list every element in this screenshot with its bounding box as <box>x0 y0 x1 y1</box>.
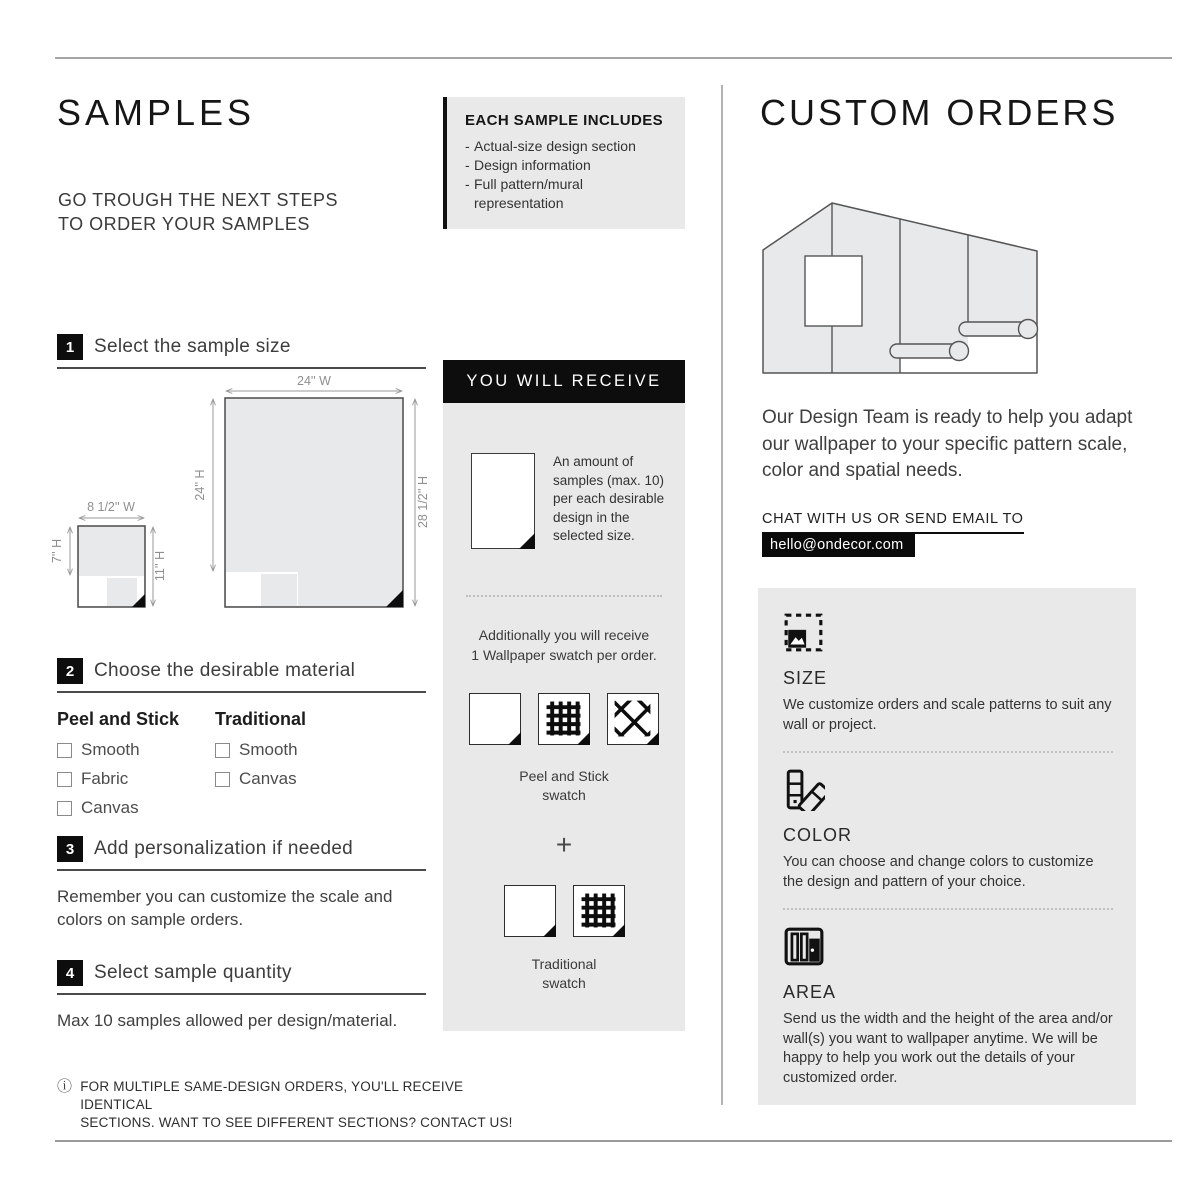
dotted-divider <box>783 908 1113 910</box>
feature-area <box>783 926 1112 1088</box>
traditional-swatch-row <box>443 885 685 937</box>
checkbox-label: Canvas <box>239 769 297 788</box>
step-1-label: Select the sample size <box>94 336 291 357</box>
includes-item: - Design information <box>465 156 675 175</box>
checkbox-label: Smooth <box>81 740 140 759</box>
checkbox-icon[interactable] <box>57 801 72 816</box>
includes-title: EACH SAMPLE INCLUDES <box>465 112 664 129</box>
footnote-line2: SECTIONS. WANT TO SEE DIFFERENT SECTIONS? CONTACT US! <box>80 1115 513 1130</box>
traditional-column <box>215 709 306 827</box>
dotted-divider <box>783 751 1113 753</box>
sample-size-diagram <box>50 374 437 620</box>
large-width-label: 24'' W <box>297 374 331 388</box>
samples-subtitle-line2: TO ORDER YOUR SAMPLES <box>58 214 310 234</box>
size-icon <box>783 612 825 654</box>
small-height-left-label: 7'' H <box>50 538 64 564</box>
checkbox-icon[interactable] <box>57 772 72 787</box>
bottom-rule <box>55 1140 1172 1142</box>
peel-and-stick-column <box>57 709 215 827</box>
top-rule <box>55 57 1172 59</box>
receive-body <box>443 403 685 1031</box>
feature-area-name: AREA <box>783 982 837 1002</box>
step-2-label: Choose the desirable material <box>94 660 356 681</box>
step-4 <box>57 960 426 1032</box>
checkbox-label: Smooth <box>239 740 298 759</box>
step-4-number-badge: 4 <box>57 960 83 986</box>
peel-swatch-row <box>443 693 685 745</box>
large-height-left-label: 24'' H <box>193 469 207 501</box>
feature-size-text: We customize orders and scale patterns to suit any wall or project. <box>783 697 1112 733</box>
small-width-label: 8 1/2'' W <box>87 500 135 514</box>
step-1 <box>57 334 426 369</box>
samples-title: SAMPLES <box>57 92 256 133</box>
additional-text <box>443 625 685 665</box>
traditional-swatch-label-line2: swatch <box>542 975 586 991</box>
wallpaper-roll-icon <box>890 342 969 361</box>
step-4-header <box>57 960 426 995</box>
footnote-text <box>80 1078 537 1132</box>
info-icon: ⓘ <box>57 1078 73 1095</box>
material-columns <box>57 709 426 827</box>
peel-swatch-label-line1: Peel and Stick <box>519 768 609 784</box>
includes-item: - Actual-size design section <box>465 137 675 156</box>
you-will-receive-panel <box>443 360 685 1031</box>
step-3 <box>57 836 426 931</box>
email-link[interactable]: hello@ondecor.com <box>762 533 915 557</box>
chat-label: CHAT WITH US OR SEND EMAIL TO <box>762 511 1024 534</box>
step-1-header <box>57 334 426 369</box>
swatch-grid-icon <box>573 885 625 937</box>
window <box>805 256 862 326</box>
samples-subtitle-line1: GO TROUGH THE NEXT STEPS <box>58 190 339 210</box>
step-3-note: Remember you can customize the scale and colors on sample orders. <box>57 887 393 929</box>
design-team-intro: Our Design Team is ready to help you adapt our wallpaper to your specific pattern scale, color and spatial needs. <box>762 407 1133 481</box>
footnote <box>57 1078 537 1132</box>
step-3-number-badge: 3 <box>57 836 83 862</box>
checkbox-icon[interactable] <box>215 772 230 787</box>
feature-color-name: COLOR <box>783 825 853 845</box>
feature-size <box>783 612 1112 753</box>
step-3-label: Add personalization if needed <box>94 838 354 859</box>
step-2-number-badge: 2 <box>57 658 83 684</box>
checkbox-row-traditional-smooth[interactable] <box>215 740 306 760</box>
sample-row <box>443 453 685 549</box>
feature-color-text: You can choose and change colors to customize the design and pattern of your choice. <box>783 854 1094 890</box>
small-sample-inner-square <box>107 578 137 606</box>
includes-item: - Full pattern/mural representation <box>465 175 624 213</box>
small-height-right-label: 11'' H <box>153 550 167 582</box>
checkbox-label: Canvas <box>81 798 139 817</box>
swatch-grid-icon <box>538 693 590 745</box>
footnote-line1: FOR MULTIPLE SAME-DESIGN ORDERS, YOU'LL RECEIVE IDENTICAL <box>80 1079 464 1112</box>
checkbox-row-peel-fabric[interactable] <box>57 769 215 789</box>
sample-page-icon <box>471 453 535 549</box>
plus-icon: + <box>555 829 573 860</box>
step-3-header <box>57 836 426 871</box>
large-sample-inner-square <box>261 574 297 606</box>
traditional-title: Traditional <box>215 709 307 729</box>
each-sample-includes-box <box>443 97 685 229</box>
checkbox-row-peel-canvas[interactable] <box>57 798 215 818</box>
checkbox-row-peel-smooth[interactable] <box>57 740 215 760</box>
large-height-right-label: 28 1/2'' H <box>416 475 430 529</box>
checkbox-label: Fabric <box>81 769 129 788</box>
column-divider <box>721 85 723 1105</box>
checkbox-icon[interactable] <box>215 743 230 758</box>
dotted-divider <box>466 595 662 597</box>
wallpaper-roll-icon <box>959 320 1038 339</box>
checkbox-icon[interactable] <box>57 743 72 758</box>
step-2 <box>57 658 426 827</box>
feature-color <box>783 769 1112 910</box>
custom-features-panel <box>758 588 1136 1105</box>
swatch-blank-icon <box>469 693 521 745</box>
custom-orders-title: CUSTOM ORDERS <box>760 92 1119 133</box>
step-4-note: Max 10 samples allowed per design/material. <box>57 1011 398 1030</box>
additional-line2: 1 Wallpaper swatch per order. <box>471 647 657 663</box>
swatch-blank-icon <box>504 885 556 937</box>
sample-text: An amount of samples (max. 10) per each desirable design in the selected size. <box>553 454 665 543</box>
wallpapered-wall-illustration <box>760 197 1040 377</box>
swatch-crosshatch-icon <box>607 693 659 745</box>
checkbox-row-traditional-canvas[interactable] <box>215 769 306 789</box>
peel-swatch-label-line2: swatch <box>542 787 586 803</box>
color-swatches-icon <box>783 769 825 811</box>
step-4-label: Select sample quantity <box>94 962 292 983</box>
additional-line1: Additionally you will receive <box>478 627 650 643</box>
feature-area-text: Send us the width and the height of the area and/or wall(s) you want to wallpaper anytime. We will be happy to help you work out the details of your customized order. <box>783 1011 1113 1086</box>
step-1-number-badge: 1 <box>57 334 83 360</box>
peel-and-stick-title: Peel and Stick <box>57 709 180 729</box>
wall-panels-icon <box>783 926 825 968</box>
peel-swatch-label <box>443 767 685 805</box>
receive-header: YOU WILL RECEIVE <box>443 360 685 403</box>
feature-size-name: SIZE <box>783 668 828 688</box>
traditional-swatch-label-line1: Traditional <box>531 956 597 972</box>
samples-subtitle <box>58 188 338 236</box>
traditional-swatch-label <box>443 955 685 993</box>
step-2-header <box>57 658 426 693</box>
